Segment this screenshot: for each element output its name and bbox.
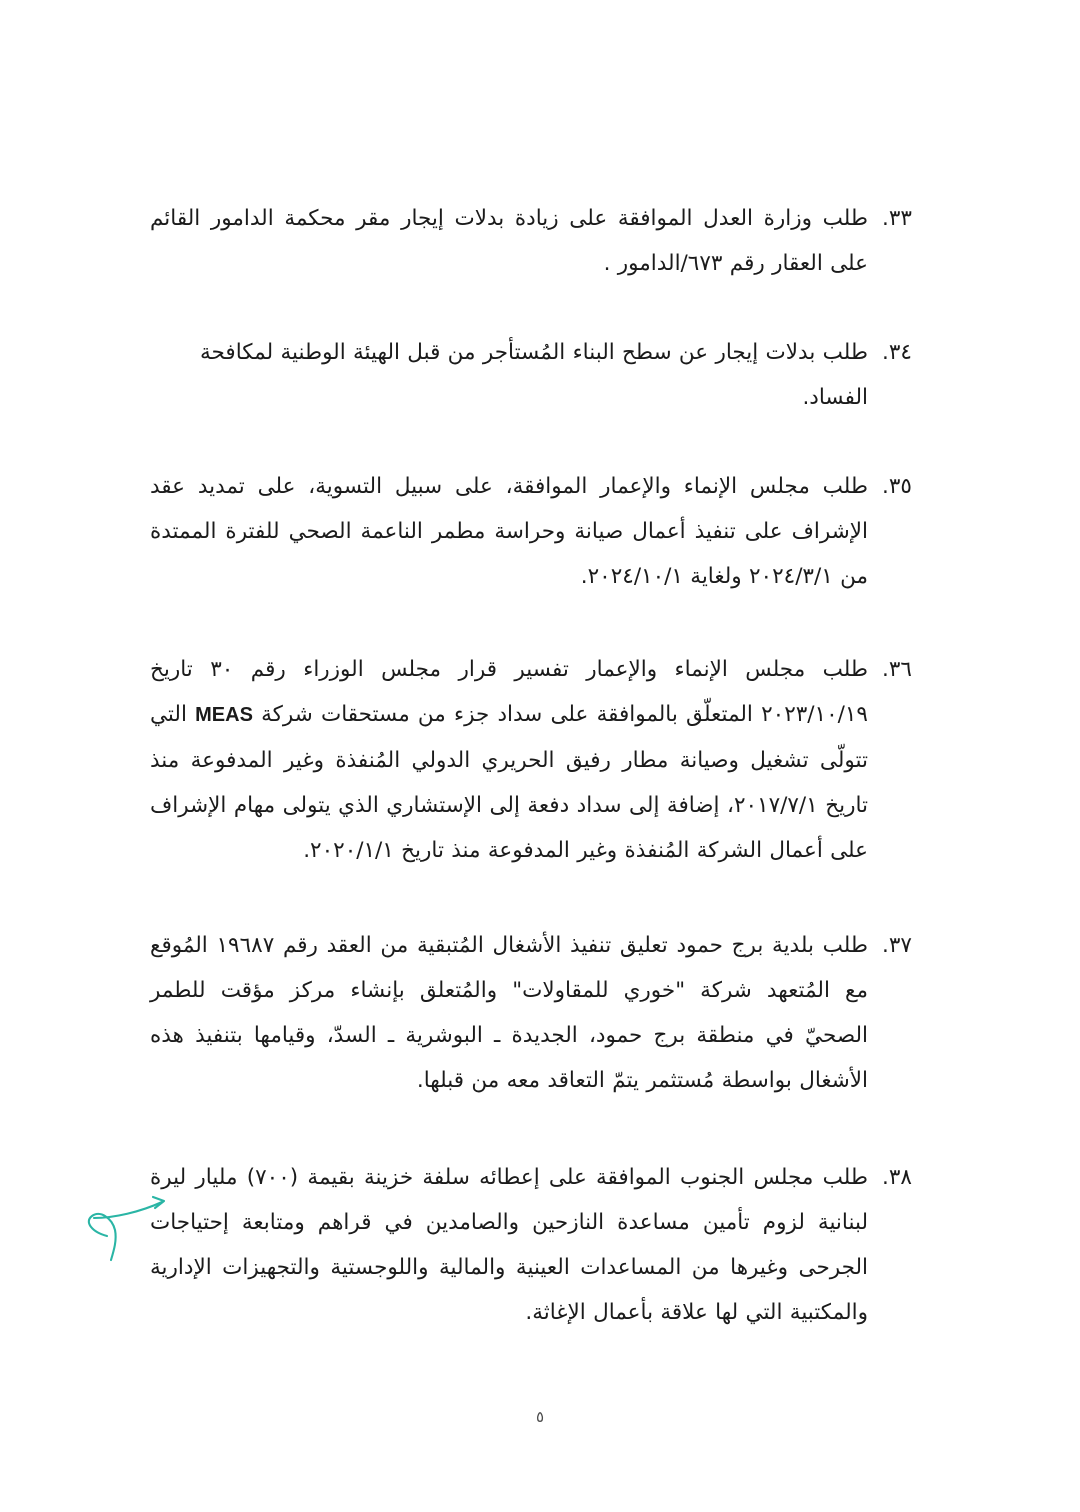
list-item-number: ٣٨. — [882, 1165, 912, 1190]
list-item-text: طلب مجلس الإنماء والإعمار الموافقة، على سبيل التسوية، على تمديد عقد الإشراف على تنفيذ أعمال صيانة وحراسة مطمر الناعمة الصحي للفترة الممتدة من ٢٠٢٤/٣/١ ولغاية ٢٠٢٤/١٠/١. — [150, 474, 868, 589]
list-item — [150, 330, 930, 420]
list-item-text-part: التي تتولّى تشغيل وصيانة مطار رفيق الحريري الدولي المُنفذة وغير المدفوعة منذ تاريخ ٢٠١٧/٧/١، إضافة إلى سداد دفعة إلى الإستشاري الذي يتولى مهام الإشراف على أعمال الشركة المُنفذة وغير المدفوعة منذ تاريخ ٢٠٢٠/١/١. — [150, 702, 868, 863]
list-item-number: ٣٥. — [882, 474, 912, 499]
list-item-number: ٣٤. — [882, 340, 912, 365]
list-item-text: طلب مجلس الجنوب الموافقة على إعطائه سلفة خزينة بقيمة (٧٠٠) مليار ليرة لبنانية لزوم تأمين مساعدة النازحين والصامدين في قراهم ومتابعة إحتياجات الجرحى وغيرها من المساعدات العينية والمالية واللوجستية والتجهيزات الإدارية والمكتبية التي لها علاقة بأعمال الإغاثة. — [150, 1165, 868, 1325]
list-item-number: ٣٧. — [882, 933, 912, 958]
list-item — [150, 647, 930, 873]
list-item-number: ٣٦. — [882, 657, 912, 682]
list-item — [150, 464, 930, 599]
list-item — [150, 196, 930, 286]
list-item-text: طلب بدلات إيجار عن سطح البناء المُستأجر من قبل الهيئة الوطنية لمكافحة الفساد. — [200, 340, 868, 410]
list-item — [150, 1155, 930, 1335]
list-item-text-part: طلب مجلس الإنماء والإعمار تفسير قرار مجلس الوزراء رقم ٣٠ تاريخ ٢٠٢٣/١٠/١٩ المتعلّق بالموافقة على سداد جزء من مستحقات شركة — [150, 657, 868, 727]
list-item-text: طلب بلدية برج حمود تعليق تنفيذ الأشغال المُتبقية من العقد رقم ١٩٦٨٧ المُوقع مع المُتعهد شركة "خوري للمقاولات" والمُتعلق بإنشاء مركز مؤقت للطمر الصحيّ في منطقة برج حمود، الجديدة ـ البوشرية ـ السدّ، وقيامها بتنفيذ هذه الأشغال بواسطة مُستثمر يتمّ التعاقد معه من قبلها. — [150, 933, 868, 1093]
company-name-latin: MEAS — [195, 704, 253, 726]
list-item-text — [150, 647, 868, 873]
list-item — [150, 923, 930, 1103]
page-number: ٥ — [535, 1408, 545, 1426]
list-item-number: ٣٣. — [882, 206, 912, 231]
numbered-item-list — [150, 196, 930, 1335]
list-item-text: طلب وزارة العدل الموافقة على زيادة بدلات إيجار مقر محكمة الدامور القائم على العقار رقم ٦٧٣/الدامور . — [150, 206, 868, 276]
